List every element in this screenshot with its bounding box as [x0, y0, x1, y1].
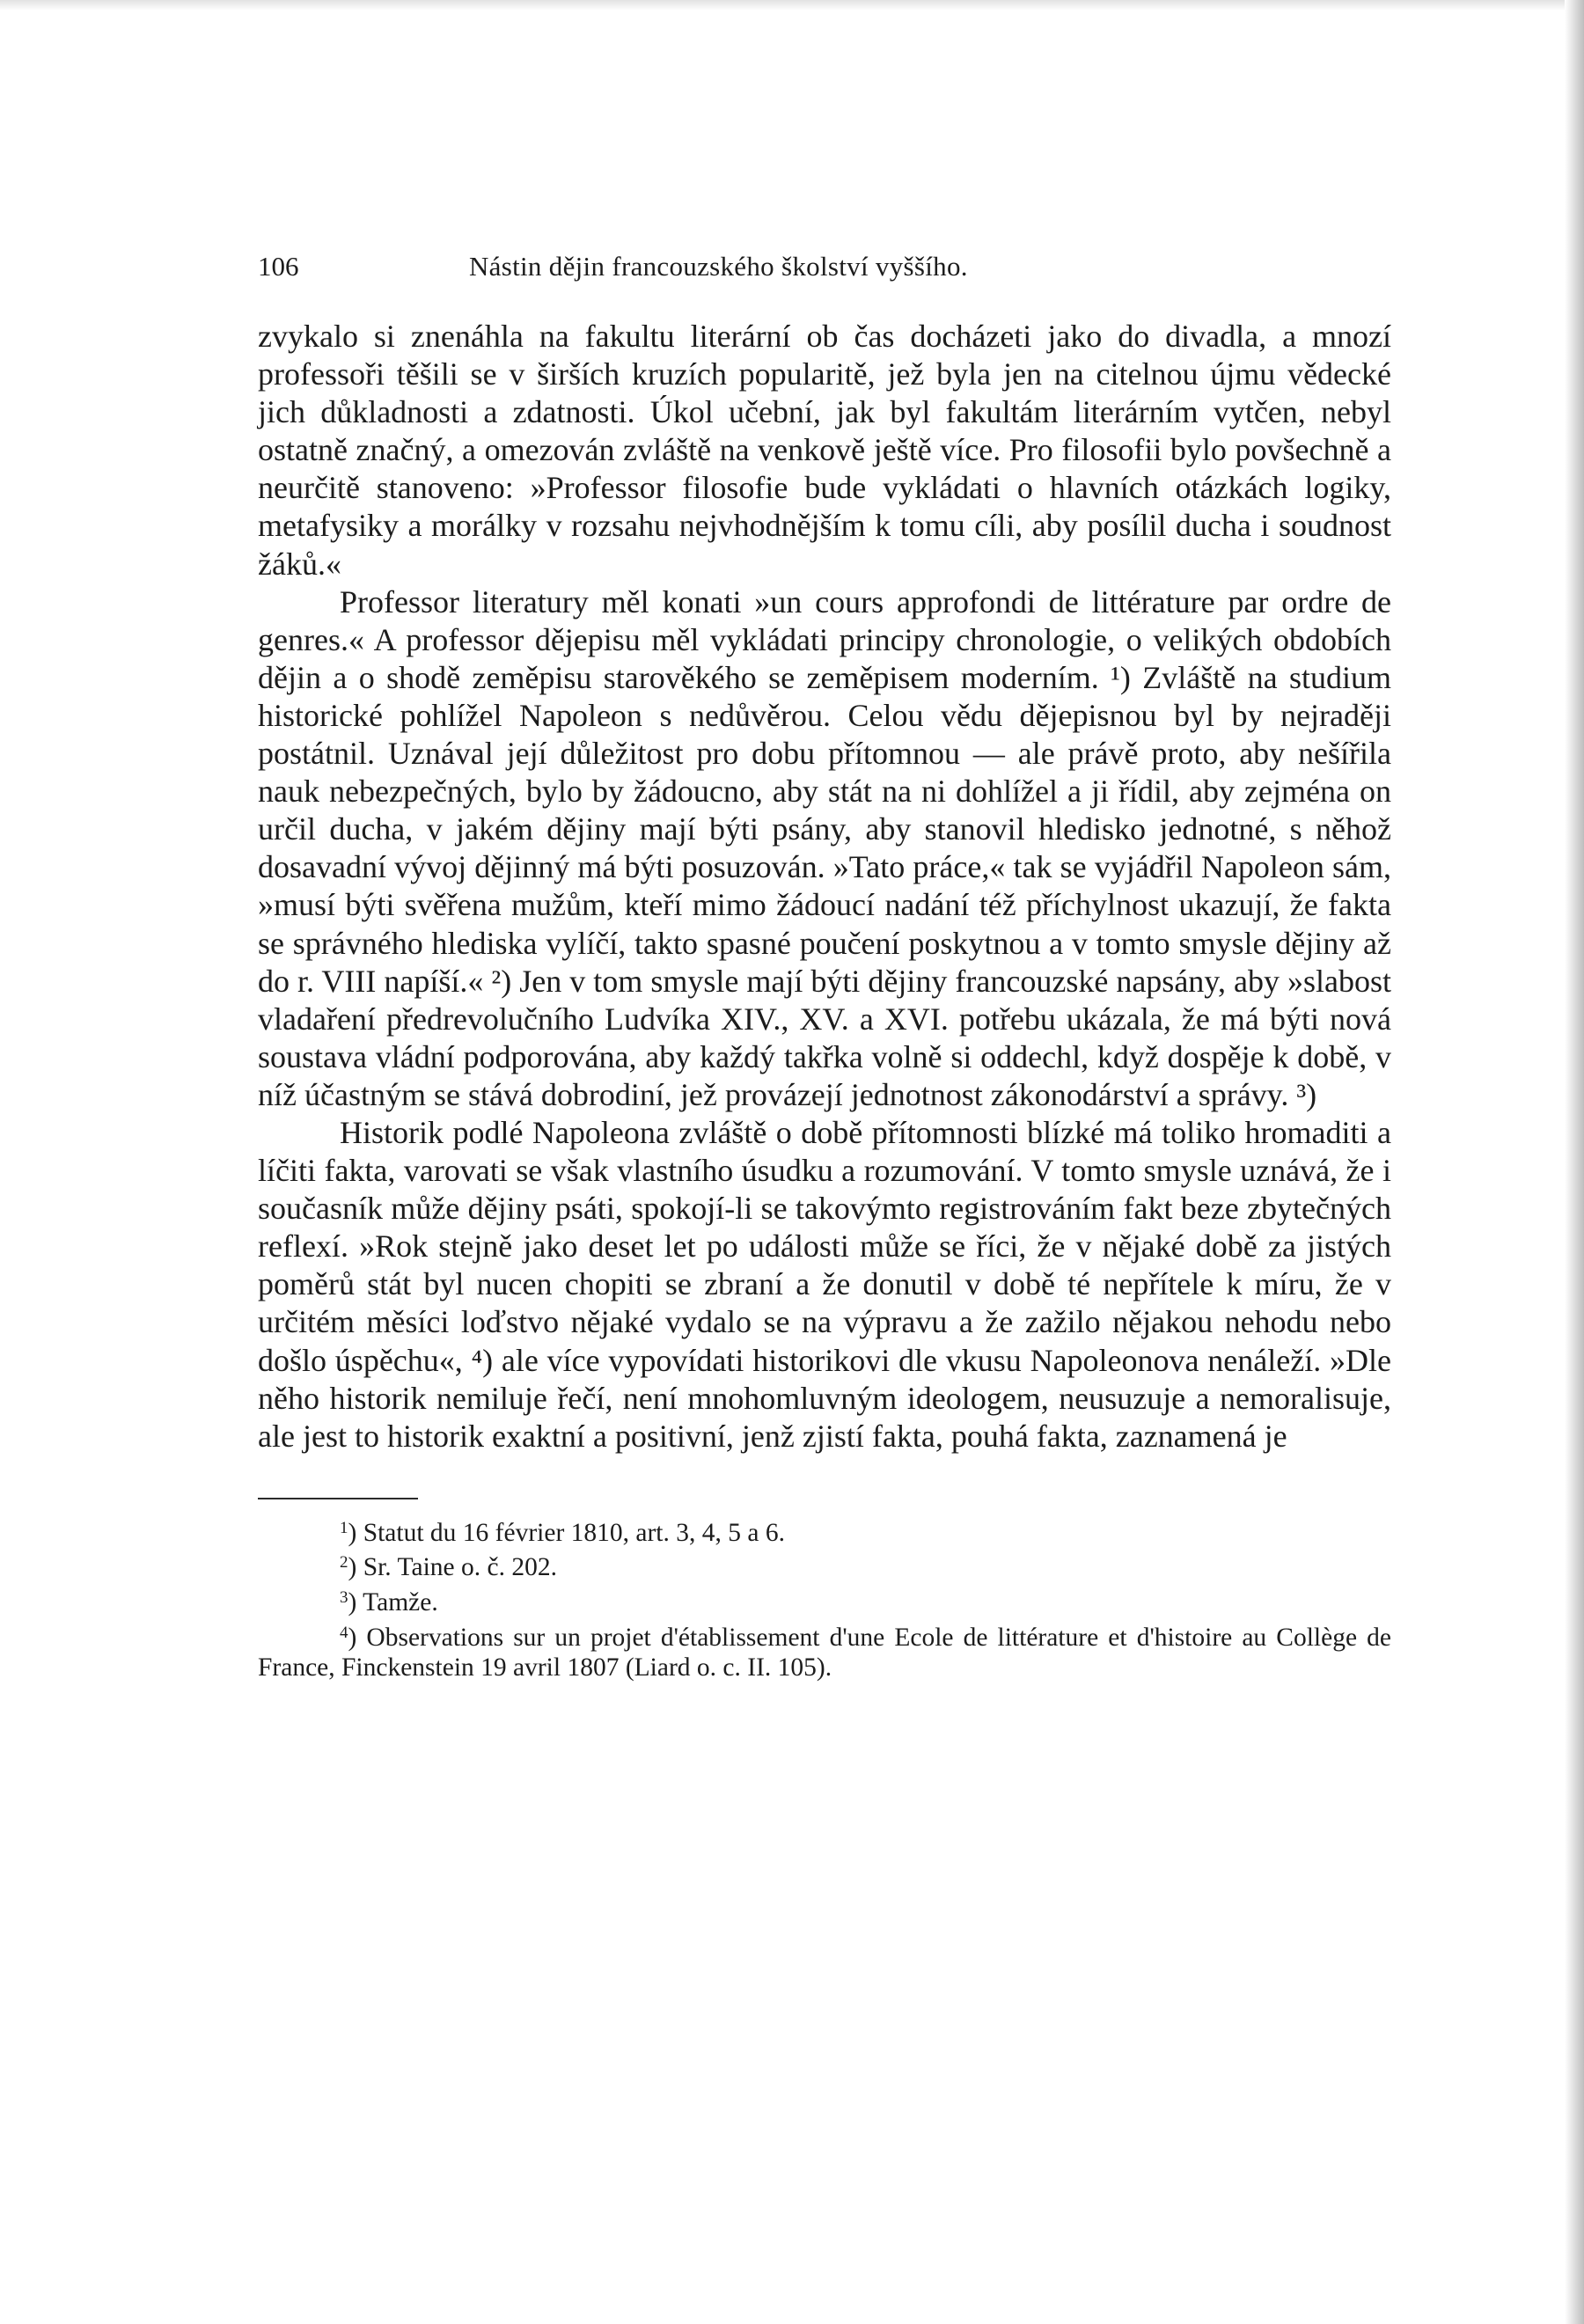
footnote-text: ) Observations sur un projet d'établissement d'une Ecole de littérature et d'histoire au Collège de France, Finckenstein 19 avril 1807 (Liard o. c. II. 105).: [258, 1623, 1391, 1683]
footnotes: [258, 1514, 1391, 1683]
footnote-text: ) Tamže.: [348, 1588, 438, 1617]
footnote-4: [258, 1618, 1391, 1683]
footnote-divider: [258, 1498, 418, 1499]
footnote-3: [258, 1583, 1391, 1618]
running-title: Nástin dějin francouzského školství vyššího.: [469, 251, 968, 282]
footnote-1: [258, 1514, 1391, 1549]
scan-right-edge: [1565, 0, 1584, 2324]
footnote-mark: 2: [340, 1553, 348, 1573]
paragraph-continued: zvykalo si znenáhla na fakultu literární ob čas docházeti jako do divadla, a mnozí professoři těšili se v širších kruzích popularitě, jež byla jen na citelnou újmu vědecké jich důkladnosti a zdatnosti. Úkol učební, jak byl fakultám literárním vytčen, nebyl ostatně značný, a omezován zvláště na venkově ještě více. Pro filosofii bylo povšechně a neurčitě stanoveno: »Professor filosofie bude vykládati o hlavních otázkách logiky, metafysiky a morálky v rozsahu nejvhodnějším k tomu cíli, aby posílil ducha i soudnost žáků.«: [258, 319, 1391, 582]
running-head: [258, 251, 1391, 286]
paragraph-literature-history: Professor literatury měl konati »un cours approfondi de littérature par ordre de genres.« A professor dějepisu měl vykládati principy chronologie, o velikých obdobích dějin a o shodě zeměpisu starověkého se zeměpisem moderním. ¹) Zvláště na studium historické pohlížel Napoleon s nedůvěrou. Celou vědu dějepisnou byl by nejraději postátnil. Uznával její důležitost pro dobu přítomnou — ale právě proto, aby nešířila nauk nebezpečných, bylo by žádoucno, aby stát na ni dohlížel a ji řídil, aby zejména on určil ducha, v jakém dějiny mají býti psány, aby stanovil hledisko jednotné, s něhož dosavadní vývoj dějinný má býti posuzován. »Tato práce,« tak se vyjádřil Napoleon sám, »musí býti svěřena mužům, kteří mimo žádoucí nadání též příchylnost ukazují, že fakta se správného hlediska vylíčí, takto spasné poučení poskytnou a v tomto smysle dějiny až do r. VIII napíší.« ²) Jen v tom smysle mají býti dějiny francouzské napsány, aby »slabost vladaření předrevolučního Ludvíka XIV., XV. a XVI. potřebu ukázala, že má býti nová soustava vládní podporována, aby každý takřka volně si oddechl, když dospěje k době, v níž účastným se stává dobrodiní, jež provázejí jednotnost zákonodárství a správy. ³): [258, 583, 1391, 1112]
footnote-2: [258, 1548, 1391, 1583]
book-page: [258, 251, 1391, 1683]
scan-top-edge: [0, 0, 1584, 11]
footnote-text: ) Statut du 16 février 1810, art. 3, 4, 5 a 6.: [348, 1518, 785, 1547]
footnote-mark: 4: [340, 1623, 348, 1642]
footnote-mark: 3: [340, 1588, 348, 1607]
footnote-mark: 1: [340, 1518, 348, 1537]
footnote-text: ) Sr. Taine o. č. 202.: [348, 1553, 557, 1582]
body-text: [258, 318, 1391, 1455]
paragraph-historian: Historik podlé Napoleona zvláště o době přítomnosti blízké má toliko hromaditi a líčiti fakta, varovati se však vlastního úsudku a rozumování. V tomto smysle uznává, že i současník může dějiny psáti, spokojí-li se takovýmto registrováním fakt beze zbytečných reflexí. »Rok stejně jako deset let po události může se říci, že v nějaké době za jistých poměrů stát byl nucen chopiti se zbraní a že donutil v době té nepřítele k míru, že v určitém měsíci loďstvo nějaké vydalo se na výpravu a že zažilo nějakou nehodu nebo došlo úspěchu«, ⁴) ale více vypovídati historikovi dle vkusu Napoleonova nenáleží. »Dle něho historik nemiluje řečí, není mnohomluvným ideologem, neusuzuje a nemoralisuje, ale jest to historik exaktní a positivní, jenž zjistí fakta, pouhá fakta, zaznamená je: [258, 1114, 1391, 1454]
page-number: 106: [258, 251, 299, 282]
